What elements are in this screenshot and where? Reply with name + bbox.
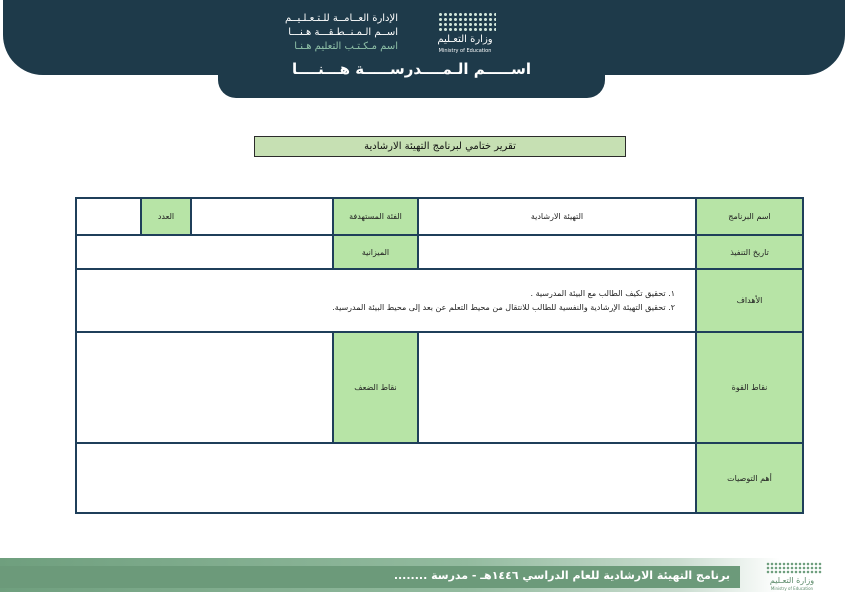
exec-date-label: تاريخ التنفيذ — [696, 235, 803, 269]
recommendations-label: أهم التوصيات — [696, 443, 803, 513]
footer-logo-arabic: وزارة التعـليم — [769, 576, 815, 585]
goals-value[interactable] — [76, 269, 696, 332]
goal-item-2: ٢. تحقيق التهيئة الإرشادية والنفسية للطالب للانتقال من محيط التعلم عن بعد إلى محيط البيئة المدرسية. — [332, 302, 675, 312]
goal-item-1: ١. تحقيق تكيف الطالب مع البيئة المدرسية . — [530, 288, 675, 298]
program-name-value[interactable]: التهيئة الارشادية — [418, 198, 696, 235]
weaknesses-label: نقاط الضعف — [333, 332, 418, 443]
logo-dots-icon — [438, 12, 496, 32]
table-row — [76, 269, 803, 332]
footer-logo-dots-icon — [766, 562, 822, 574]
strengths-label: نقاط القوة — [696, 332, 803, 443]
program-name-label: اسم البرنامج — [696, 198, 803, 235]
table-row — [76, 198, 803, 235]
table-row — [76, 332, 803, 443]
admin-line-1: الإدارة العــامــة للـتـعـلـيــم — [284, 13, 398, 24]
footer-text: برنامج التهيئة الارشادية للعام الدراسي ١٤٤٦هـ - مدرسة ........ — [393, 569, 730, 582]
admin-line-2: اســم الـمـنــطـقـــة هـنـــا — [288, 27, 398, 38]
goals-label: الأهداف — [696, 269, 803, 332]
report-title: تقرير ختامي لبرنامج التهيئة الارشادية — [254, 136, 626, 157]
weaknesses-value[interactable] — [76, 332, 333, 443]
ministry-logo — [434, 12, 496, 58]
admin-block — [285, 12, 398, 54]
count-label: العدد — [141, 198, 191, 235]
table-row — [76, 443, 803, 513]
strengths-value[interactable] — [418, 332, 696, 443]
target-group-value[interactable] — [191, 198, 333, 235]
logo-arabic: وزارة التعـليم — [437, 34, 493, 45]
school-name: اســـــم الـمــــدرســـــة هـــنــــا — [291, 60, 532, 78]
count-value[interactable] — [76, 198, 141, 235]
table-row — [76, 235, 803, 269]
budget-value[interactable] — [76, 235, 333, 269]
report-table — [75, 197, 804, 514]
footer-logo — [760, 562, 824, 590]
admin-line-3: اسم مـكـتـب التعليم هـنـا — [294, 41, 398, 52]
budget-label: الميزانية — [333, 235, 418, 269]
recommendations-value[interactable] — [76, 443, 696, 513]
footer-logo-english: Ministry of Education — [770, 586, 814, 591]
exec-date-value[interactable] — [418, 235, 696, 269]
logo-english: Ministry of Education — [438, 48, 492, 54]
target-group-label: الفئة المستهدفة — [333, 198, 418, 235]
